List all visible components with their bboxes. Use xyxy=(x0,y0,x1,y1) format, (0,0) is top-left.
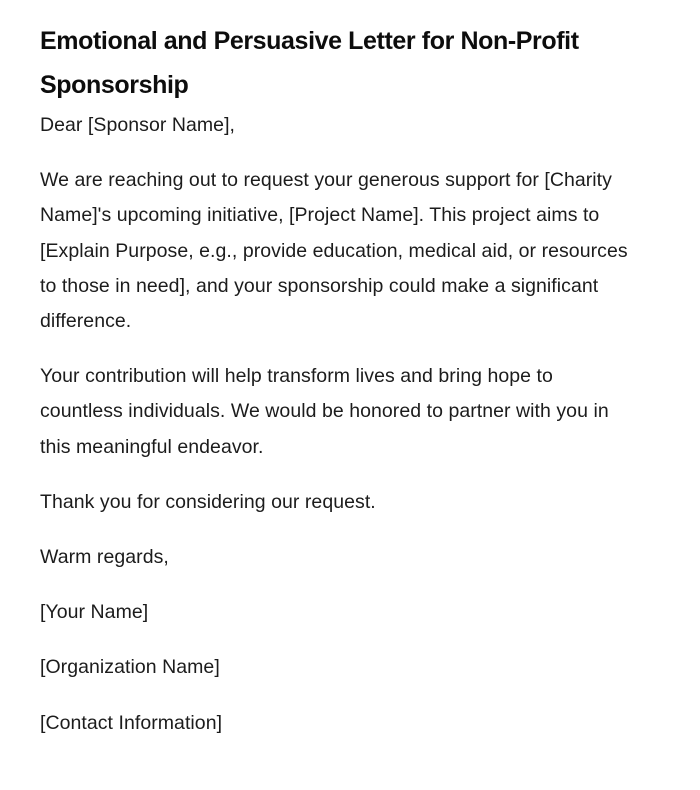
letter-title: Emotional and Persuasive Letter for Non-Profit Sponsorship xyxy=(40,27,579,99)
letter-paragraph-request: We are reaching out to request your generous support for [Charity Name]'s upcoming initiative, [Project Name]. This project aims to [Explain Purpose, e.g., provide education, medical aid, or resources to those in need], and your sponsorship could make a significant difference. xyxy=(40,169,628,333)
letter-closing: Warm regards, xyxy=(40,546,169,569)
signature-organization: [Organization Name] xyxy=(40,656,220,679)
letter-paragraph-thanks: Thank you for considering our request. xyxy=(40,490,376,513)
signature-name: [Your Name] xyxy=(40,601,149,624)
signature-contact: [Contact Information] xyxy=(40,711,223,734)
letter-greeting: Dear [Sponsor Name], xyxy=(40,114,235,136)
letter-paragraph-impact: Your contribution will help transform lives and bring hope to countless individuals. We would be honored to partner with you in this meaningful endeavor. xyxy=(40,365,609,458)
